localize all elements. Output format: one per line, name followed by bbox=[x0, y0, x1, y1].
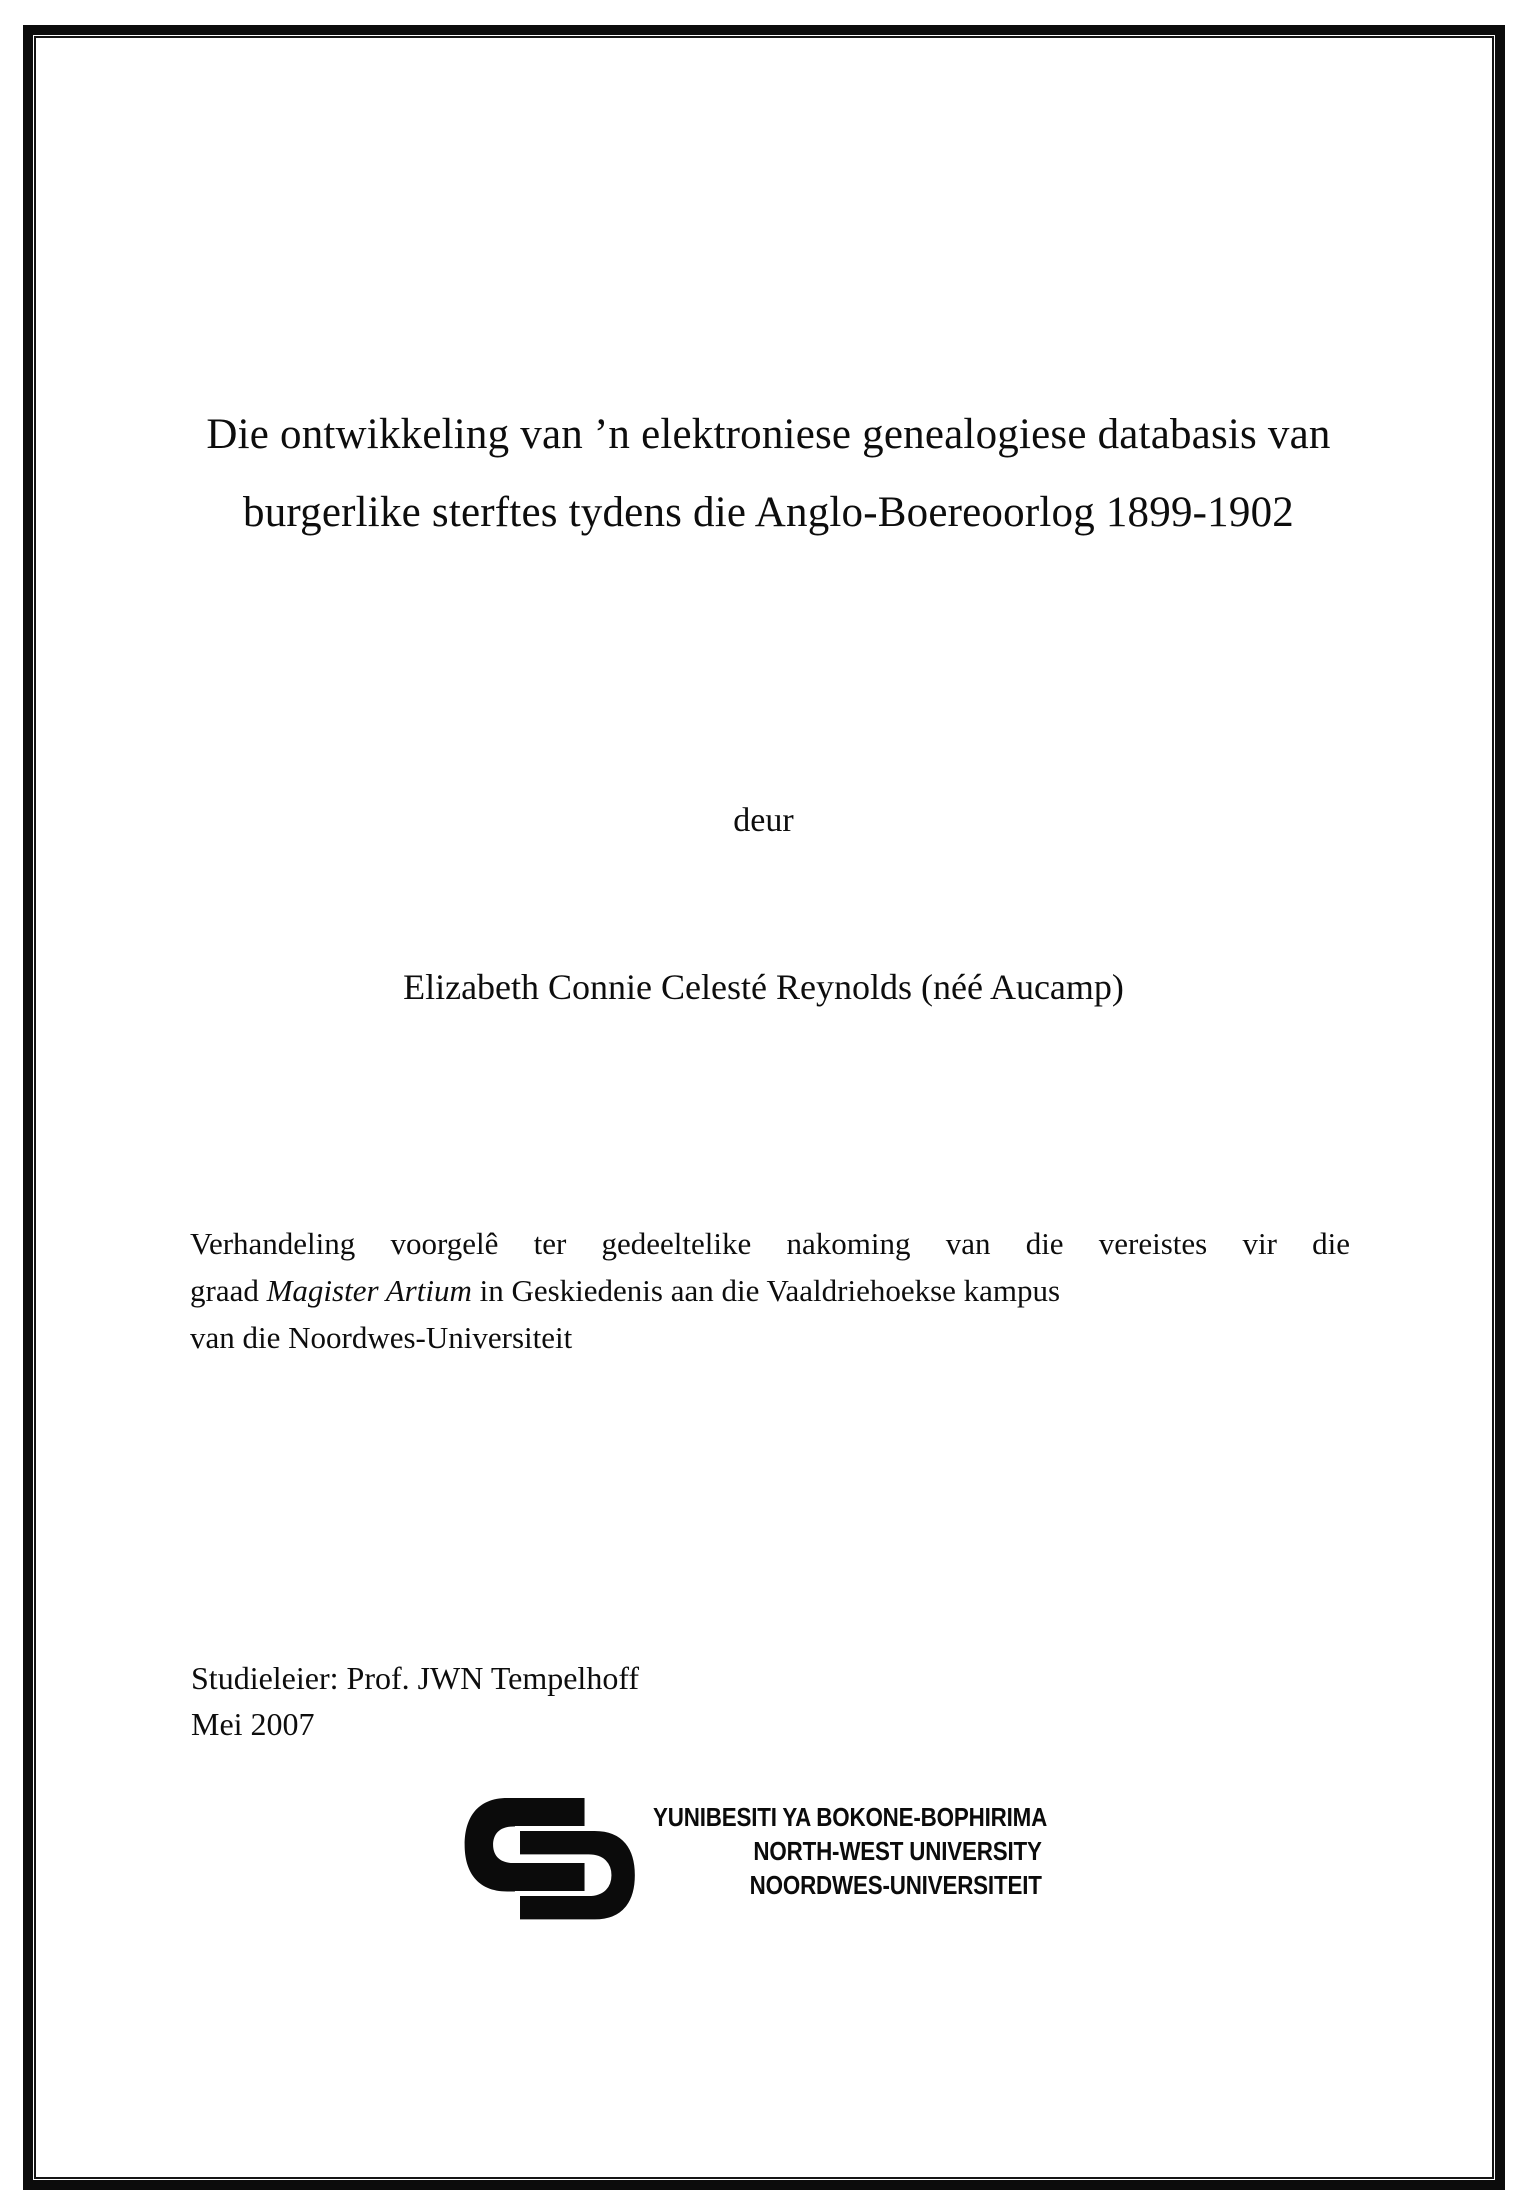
logo-line-english: NORTH-WEST UNIVERSITY bbox=[753, 1836, 1042, 1866]
degree-statement bbox=[190, 1220, 1350, 1361]
author-name: Elizabeth Connie Celesté Reynolds (néé Aucamp) bbox=[403, 967, 1124, 1007]
date-line: Mei 2007 bbox=[191, 1706, 315, 1742]
supervisor-line: Studieleier: Prof. JWN Tempelhoff bbox=[191, 1660, 640, 1696]
nwu-logo-icon bbox=[463, 1798, 639, 1924]
logo-line-setswana: YUNIBESITI YA BOKONE-BOPHIRIMA bbox=[653, 1802, 1048, 1832]
thesis-title-line1: Die ontwikkeling van ’n elektroniese genealogiese databasis van bbox=[206, 411, 1331, 458]
logo-line-afrikaans: NOORDWES-UNIVERSITEIT bbox=[749, 1870, 1042, 1900]
degree-statement-line2-suffix: in Geskiedenis aan die Vaaldriehoekse kampus bbox=[471, 1273, 1061, 1308]
thesis-title bbox=[120, 396, 1417, 552]
degree-statement-line2 bbox=[190, 1267, 1350, 1314]
degree-statement-line1: Verhandeling voorgelê ter gedeeltelike nakoming van die vereistes vir die bbox=[190, 1226, 1350, 1261]
university-logo bbox=[463, 1798, 1105, 1924]
university-logo-text bbox=[653, 1800, 1048, 1902]
byline-label: deur bbox=[733, 802, 794, 839]
thesis-title-line2: burgerlike sterftes tydens die Anglo-Boereoorlog 1899-1902 bbox=[243, 489, 1294, 536]
degree-name-italic: Magister Artium bbox=[266, 1273, 472, 1308]
degree-statement-line2-prefix: graad bbox=[190, 1273, 267, 1308]
degree-statement-line3: van die Noordwes-Universiteit bbox=[190, 1320, 573, 1355]
